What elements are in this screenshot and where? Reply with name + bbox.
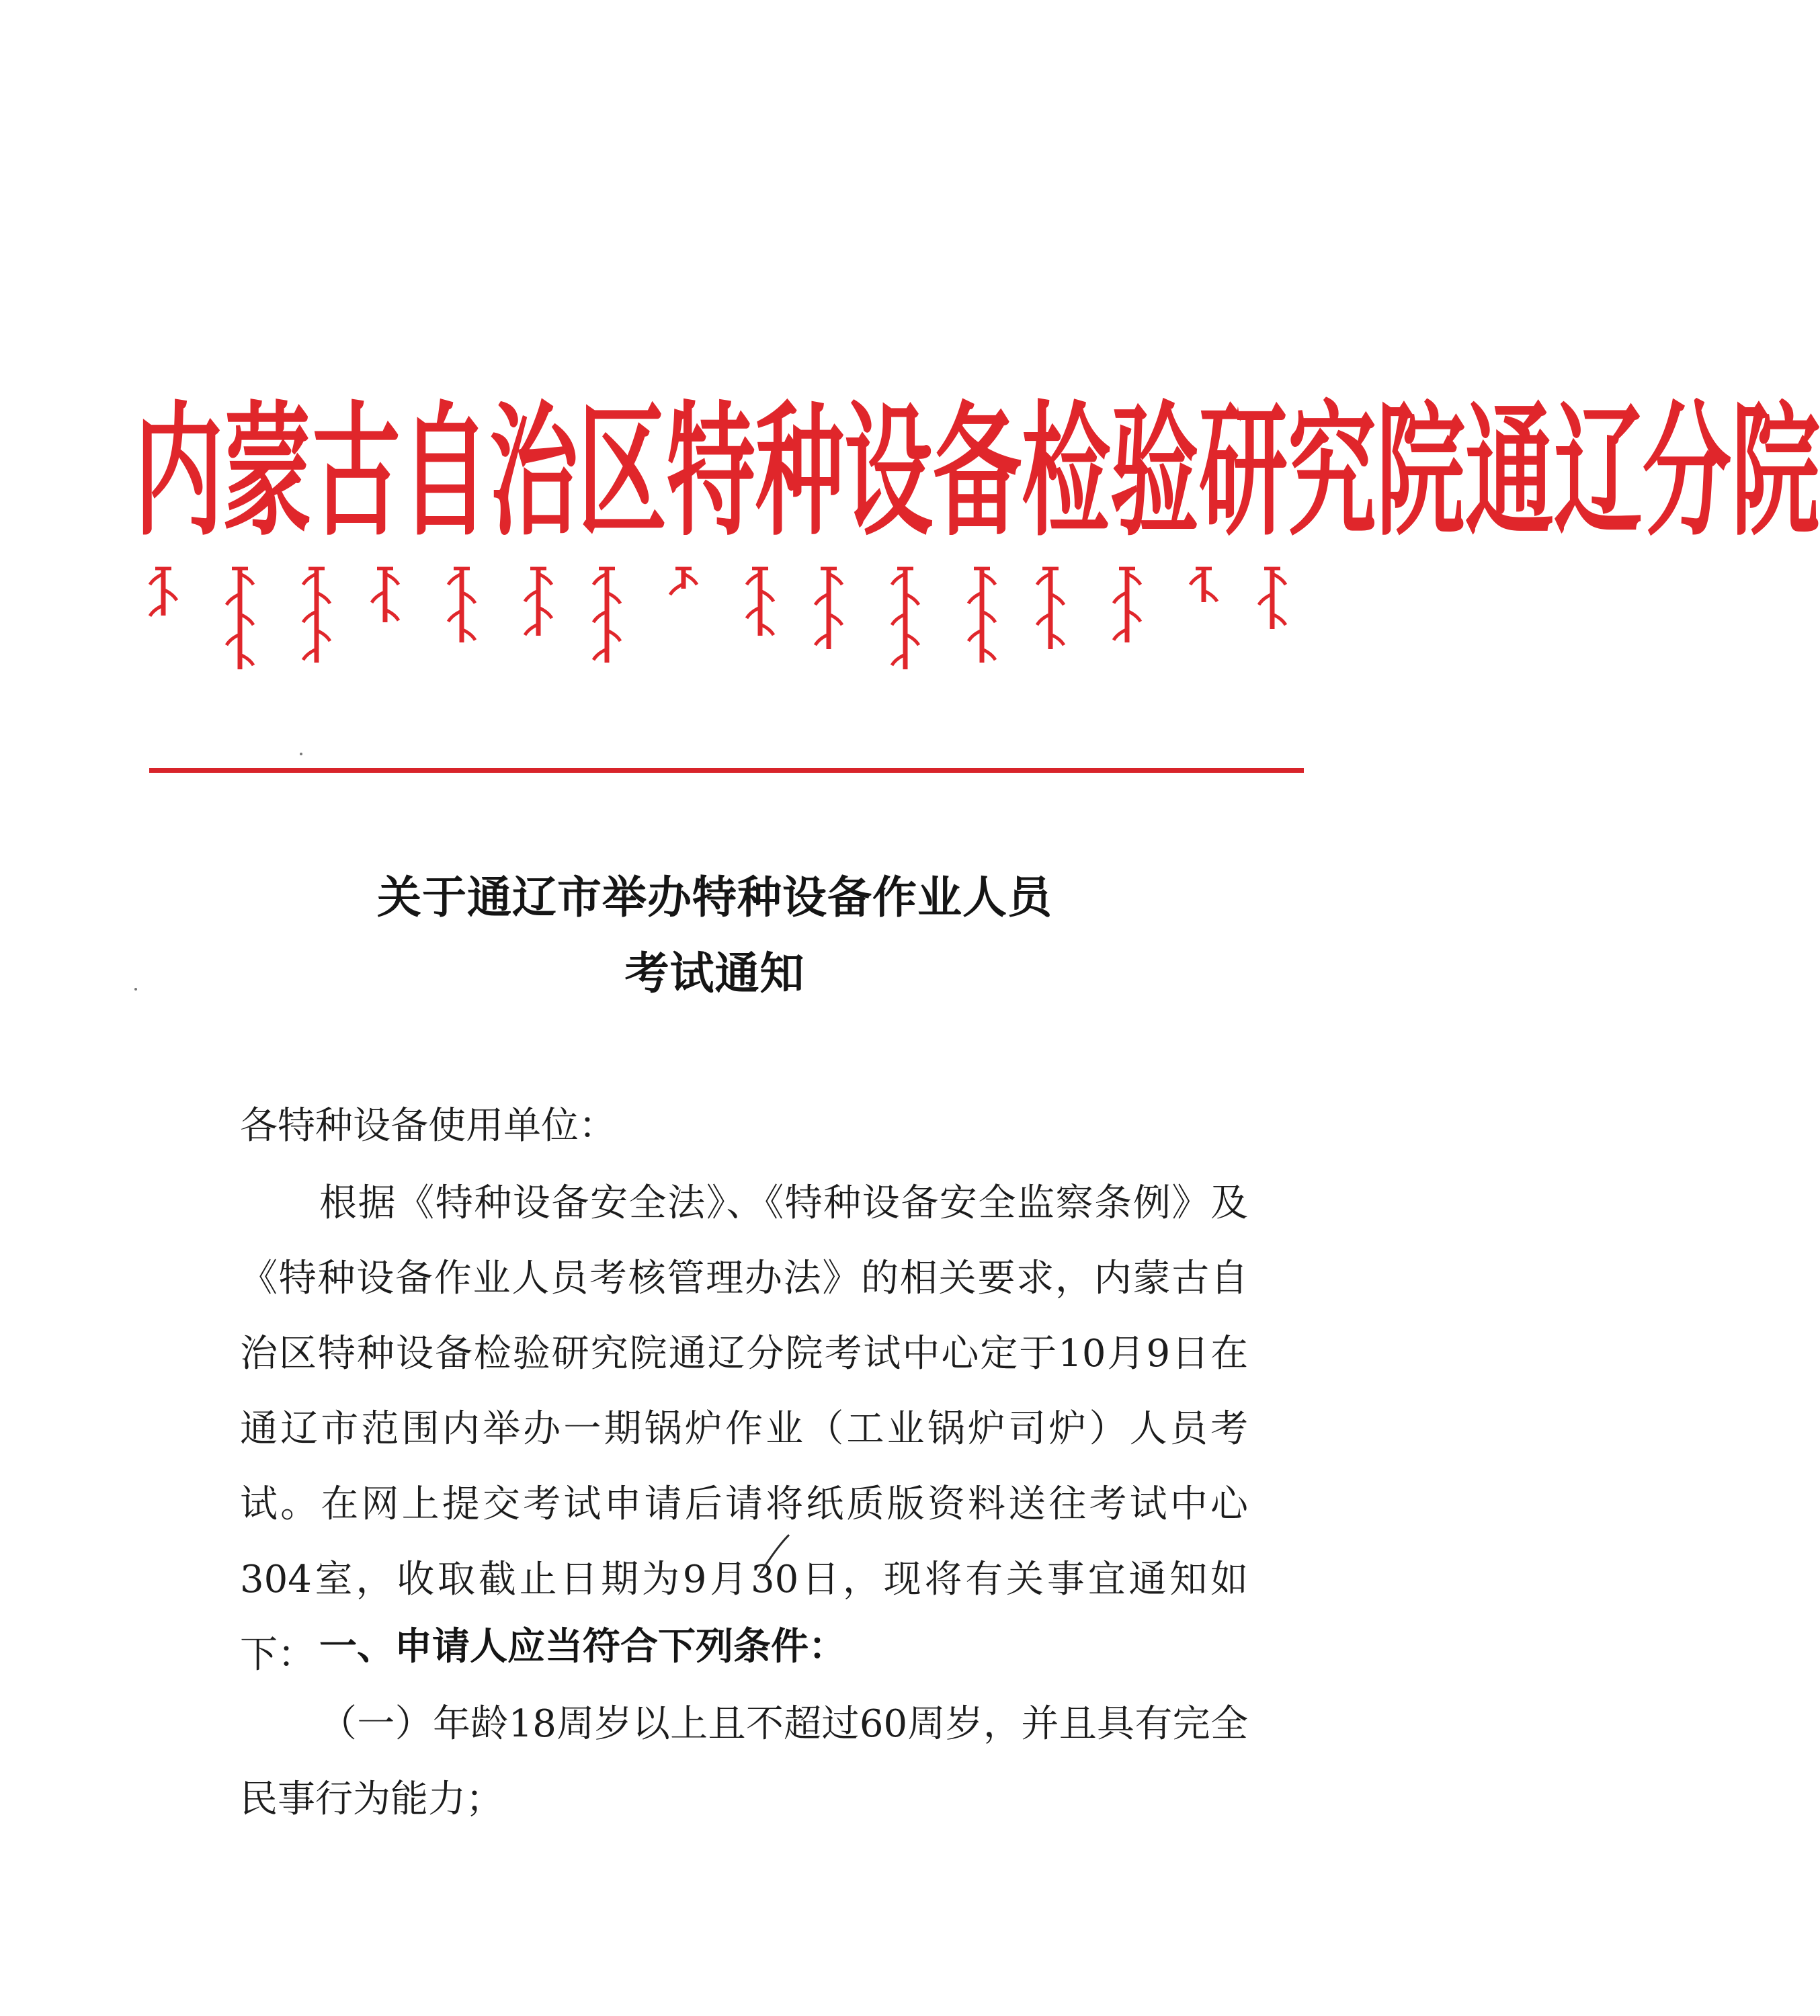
scan-speck: [300, 753, 302, 755]
mongolian-word-glyph: [747, 569, 774, 636]
letterhead-char: 验: [1110, 387, 1199, 556]
letterhead-char: 自: [401, 387, 489, 556]
mongolian-word-glyph: [150, 569, 177, 616]
salutation: 各特种设备使用单位：: [240, 1104, 616, 1148]
mongolian-word-glyph: [892, 569, 919, 669]
mongolian-word-glyph: [372, 569, 399, 622]
letterhead-char: 种: [755, 387, 844, 556]
letterhead-char: 设: [844, 387, 933, 556]
letterhead-char: 院: [1731, 387, 1820, 556]
letterhead-char: 检: [1022, 387, 1110, 556]
mongolian-word-glyph: [226, 569, 253, 669]
notice-title-line-1: 关于通辽市举办特种设备作业人员: [377, 872, 1052, 923]
letterhead-title: [134, 387, 1820, 556]
letterhead-char: 蒙: [223, 387, 312, 556]
letterhead-char: 究: [1288, 387, 1376, 556]
letterhead-char: 特: [667, 387, 755, 556]
mongolian-word-glyph: [1114, 569, 1141, 642]
condition-item-1: （一）年龄18周岁以上且不超过60周岁，并且具有完全民事行为能力；: [240, 1702, 1248, 1821]
letterhead-divider: [149, 768, 1304, 773]
letterhead-char: 分: [1643, 387, 1731, 556]
letterhead-char: 备: [933, 387, 1022, 556]
mongolian-word-glyph: [525, 569, 552, 636]
mongolian-word-glyph: [1259, 569, 1286, 629]
letterhead-char: 区: [578, 387, 667, 556]
letterhead-char: 古: [312, 387, 401, 556]
mongolian-word-glyph: [815, 569, 842, 649]
mongolian-word-glyph: [670, 569, 697, 595]
body-paragraph: 根据《特种设备安全法》、《特种设备安全监察条例》及《特种设备作业人员考核管理办法》的相关要求，内蒙古自治区特种设备检验研究院通辽分院考试中心定于10月9日在通辽市范围内举办一期锅炉作业（工业锅炉司炉）人员考试。在网上提交考试申请后请将纸质版资料送往考试中心304室，收取截止日期为9月30日，现将有关事宜通知如下：: [240, 1181, 1248, 1677]
mongolian-word-glyph: [303, 569, 330, 663]
letterhead-char: 通: [1465, 387, 1554, 556]
letterhead-char: 内: [134, 387, 223, 556]
mongolian-word-glyph: [1190, 569, 1217, 602]
scan-speck: [134, 988, 137, 991]
letterhead-char: 院: [1376, 387, 1465, 556]
mongolian-word-glyph: [968, 569, 995, 663]
mongolian-word-glyph: [448, 569, 475, 642]
mongolian-word-glyph: [593, 569, 620, 663]
handwritten-slash-mark: [753, 1532, 793, 1579]
notice-title-line-2: 考试通知: [624, 948, 805, 999]
letterhead-char: 治: [489, 387, 578, 556]
letterhead-mongolian-script: [151, 564, 1300, 672]
mongolian-word-glyph: [1037, 569, 1064, 649]
letterhead-char: 辽: [1554, 387, 1643, 556]
letterhead-char: 研: [1199, 387, 1288, 556]
section-heading-1: 一、申请人应当符合下列条件：: [319, 1625, 846, 1669]
